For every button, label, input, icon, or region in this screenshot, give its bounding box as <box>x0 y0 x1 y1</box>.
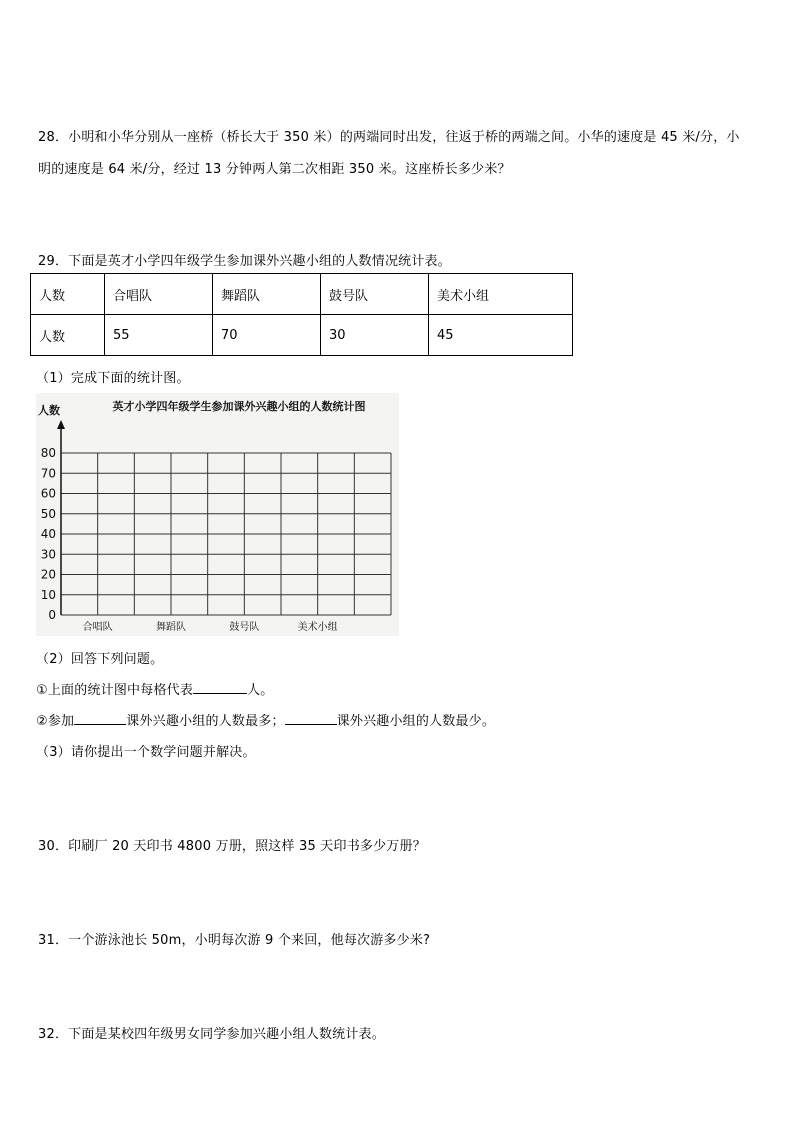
q29-part1: （1）完成下面的统计图。 <box>36 371 190 386</box>
chart-y-label: 人数 <box>38 404 60 417</box>
y-tick-label: 50 <box>40 506 56 521</box>
q28-line2: 明的速度是 64 米/分，经过 13 分钟两人第二次相距 350 米。这座桥长多少米？ <box>38 162 511 177</box>
table-row <box>31 315 573 356</box>
y-tick-label: 20 <box>40 567 56 582</box>
q28-line1: 28．小明和小华分别从一座桥（桥长大于 350 米）的两端同时出发，往返于桥的两端之间。小华的速度是 45 米/分，小 <box>38 130 740 145</box>
q32-text: 32．下面是某校四年级男女同学参加兴趣小组人数统计表。 <box>38 1027 385 1042</box>
table-cell: 舞蹈队 <box>213 274 321 315</box>
q29-sub2-middle: 课外兴趣小组的人数最多； <box>126 714 285 729</box>
y-tick-label: 30 <box>40 547 56 562</box>
table-cell: 鼓号队 <box>321 274 429 315</box>
q31-text: 31．一个游泳池长 50m，小明每次游 9 个来回，他每次游多少米? <box>38 933 431 948</box>
table-cell: 30 <box>321 315 429 356</box>
y-tick-label: 60 <box>40 486 56 501</box>
y-tick-label: 40 <box>40 527 56 541</box>
table-cell: 70 <box>213 315 321 356</box>
chart-x-ticks <box>83 620 338 633</box>
q29-part2: （2）回答下列问题。 <box>36 652 164 667</box>
bar-chart <box>36 393 399 636</box>
q29-sub1-prefix: ①上面的统计图中每格代表 <box>36 683 194 698</box>
q29-intro: 29．下面是英才小学四年级学生参加课外兴趣小组的人数情况统计表。 <box>38 254 451 269</box>
table-cell: 45 <box>429 315 573 356</box>
table-cell: 合唱队 <box>105 274 213 315</box>
table-row <box>31 274 573 315</box>
y-tick-label: 80 <box>40 446 56 460</box>
chart-y-ticks <box>41 446 56 622</box>
answer-blank[interactable] <box>285 712 337 725</box>
x-tick-label: 美术小组 <box>297 622 338 633</box>
y-tick-label: 0 <box>48 608 56 622</box>
answer-blank[interactable] <box>193 681 247 694</box>
table-cell: 人数 <box>31 315 105 356</box>
chart-grid <box>57 420 391 615</box>
q29-part3: （3）请你提出一个数学问题并解决。 <box>36 745 256 760</box>
q29-sub2-prefix: ②参加 <box>36 714 75 729</box>
x-tick-label: 舞蹈队 <box>156 622 186 633</box>
table-cell: 55 <box>105 315 213 356</box>
q29-sub2 <box>36 710 495 729</box>
q29-sub2-suffix: 课外兴趣小组的人数最少。 <box>336 714 496 729</box>
q29-sub1-suffix: 人。 <box>247 683 274 698</box>
answer-blank[interactable] <box>74 712 126 725</box>
x-tick-label: 鼓号队 <box>229 622 260 633</box>
y-tick-label: 70 <box>40 466 56 481</box>
interest-group-table <box>30 273 573 356</box>
q29-sub1 <box>36 679 273 698</box>
y-axis-arrow <box>57 420 65 429</box>
y-tick-label: 10 <box>40 587 56 602</box>
chart-title: 英才小学四年级学生参加课外兴趣小组的人数统计图 <box>112 400 366 413</box>
chart-svg <box>36 393 399 636</box>
table-cell: 美术小组 <box>429 274 573 315</box>
q30-text: 30．印刷厂 20 天印书 4800 万册，照这样 35 天印书多少万册？ <box>38 839 426 854</box>
x-tick-label: 合唱队 <box>82 622 113 633</box>
table-cell: 人数 <box>31 274 105 315</box>
